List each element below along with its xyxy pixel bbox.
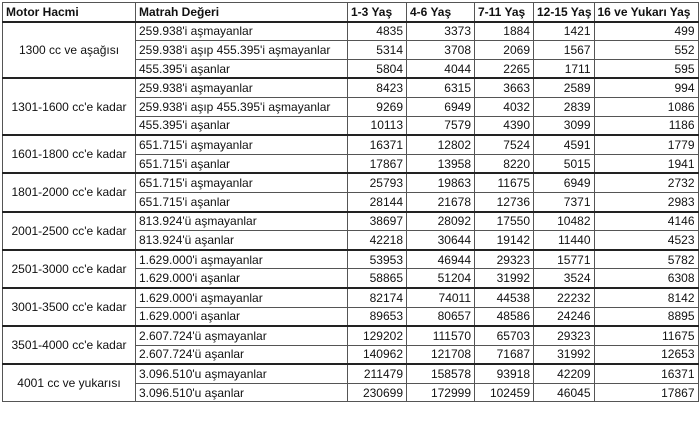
tax-value-cell: 3099 (534, 116, 595, 135)
motor-hacmi-cell: 2001-2500 cc'e kadar (3, 212, 136, 250)
tax-value-cell: 4591 (534, 135, 595, 154)
tax-value-cell: 22232 (534, 288, 595, 307)
tax-value-cell: 11675 (475, 173, 534, 192)
tax-value-cell: 6949 (534, 173, 595, 192)
tax-value-cell: 6315 (407, 78, 475, 97)
tax-value-cell: 31992 (475, 269, 534, 288)
tax-value-cell: 46045 (534, 383, 595, 402)
tax-value-cell: 25793 (348, 173, 407, 192)
tax-value-cell: 4044 (407, 59, 475, 78)
matrah-degeri-cell: 259.938'i aşıp 455.395'i aşmayanlar (136, 41, 348, 60)
tax-value-cell: 2983 (594, 192, 698, 211)
motor-hacmi-cell: 1601-1800 cc'e kadar (3, 135, 136, 173)
motor-hacmi-cell: 1301-1600 cc'e kadar (3, 78, 136, 135)
tax-value-cell: 1421 (534, 22, 595, 41)
tax-value-cell: 4835 (348, 22, 407, 41)
table-row (3, 288, 699, 307)
table-row (3, 135, 699, 154)
tax-value-cell: 12736 (475, 192, 534, 211)
tax-value-cell: 6949 (407, 97, 475, 116)
table-row (3, 212, 699, 231)
header-matrah-degeri: Matrah Değeri (136, 3, 348, 22)
tax-value-cell: 93918 (475, 364, 534, 383)
tax-value-cell: 5782 (594, 250, 698, 269)
tax-value-cell: 2839 (534, 97, 595, 116)
tax-value-cell: 80657 (407, 307, 475, 326)
tax-value-cell: 2069 (475, 41, 534, 60)
tax-value-cell: 53953 (348, 250, 407, 269)
tax-value-cell: 19142 (475, 231, 534, 250)
matrah-degeri-cell: 3.096.510'u aşanlar (136, 383, 348, 402)
tax-value-cell: 10113 (348, 116, 407, 135)
motor-hacmi-cell: 3501-4000 cc'e kadar (3, 326, 136, 364)
tax-value-cell: 51204 (407, 269, 475, 288)
matrah-degeri-cell: 813.924'ü aşmayanlar (136, 212, 348, 231)
matrah-degeri-cell: 651.715'i aşmayanlar (136, 135, 348, 154)
tax-value-cell: 12802 (407, 135, 475, 154)
tax-value-cell: 994 (594, 78, 698, 97)
tax-value-cell: 2265 (475, 59, 534, 78)
tax-value-cell: 5015 (534, 154, 595, 173)
tax-value-cell: 8895 (594, 307, 698, 326)
tax-value-cell: 7524 (475, 135, 534, 154)
tax-value-cell: 16371 (348, 135, 407, 154)
tax-value-cell: 58865 (348, 269, 407, 288)
table-row (3, 78, 699, 97)
tax-value-cell: 158578 (407, 364, 475, 383)
tax-value-cell: 5314 (348, 41, 407, 60)
tax-value-cell: 9269 (348, 97, 407, 116)
tax-value-cell: 1941 (594, 154, 698, 173)
tax-value-cell: 19863 (407, 173, 475, 192)
tax-value-cell: 499 (594, 22, 698, 41)
tax-value-cell: 48586 (475, 307, 534, 326)
tax-value-cell: 38697 (348, 212, 407, 231)
tax-value-cell: 1567 (534, 41, 595, 60)
matrah-degeri-cell: 651.715'i aşanlar (136, 192, 348, 211)
tax-value-cell: 1711 (534, 59, 595, 78)
matrah-degeri-cell: 455.395'i aşanlar (136, 116, 348, 135)
tax-value-cell: 2589 (534, 78, 595, 97)
table-row (3, 173, 699, 192)
tax-value-cell: 24246 (534, 307, 595, 326)
tax-value-cell: 10482 (534, 212, 595, 231)
tax-value-cell: 31992 (534, 345, 595, 364)
tax-value-cell: 5804 (348, 59, 407, 78)
tax-value-cell: 12653 (594, 345, 698, 364)
header-age-7-11: 7-11 Yaş (475, 3, 534, 22)
tax-value-cell: 28144 (348, 192, 407, 211)
matrah-degeri-cell: 2.607.724'ü aşmayanlar (136, 326, 348, 345)
matrah-degeri-cell: 813.924'ü aşanlar (136, 231, 348, 250)
tax-value-cell: 17867 (348, 154, 407, 173)
tax-value-cell: 3524 (534, 269, 595, 288)
header-row (3, 3, 699, 22)
tax-value-cell: 74011 (407, 288, 475, 307)
header-age-16-plus: 16 ve Yukarı Yaş (594, 3, 698, 22)
header-age-1-3: 1-3 Yaş (348, 3, 407, 22)
tax-value-cell: 3708 (407, 41, 475, 60)
tax-value-cell: 172999 (407, 383, 475, 402)
tax-value-cell: 42218 (348, 231, 407, 250)
tax-value-cell: 552 (594, 41, 698, 60)
tax-value-cell: 8423 (348, 78, 407, 97)
header-age-12-15: 12-15 Yaş (534, 3, 595, 22)
tax-value-cell: 89653 (348, 307, 407, 326)
tax-value-cell: 111570 (407, 326, 475, 345)
tax-value-cell: 8142 (594, 288, 698, 307)
motor-hacmi-cell: 1801-2000 cc'e kadar (3, 173, 136, 211)
table-row (3, 250, 699, 269)
tax-value-cell: 13958 (407, 154, 475, 173)
table-row (3, 364, 699, 383)
motor-hacmi-cell: 1300 cc ve aşağısı (3, 22, 136, 79)
matrah-degeri-cell: 455.395'i aşanlar (136, 59, 348, 78)
tax-value-cell: 42209 (534, 364, 595, 383)
tax-value-cell: 595 (594, 59, 698, 78)
tax-value-cell: 29323 (475, 250, 534, 269)
tax-value-cell: 1186 (594, 116, 698, 135)
header-motor-hacmi: Motor Hacmi (3, 3, 136, 22)
tax-value-cell: 4032 (475, 97, 534, 116)
tax-value-cell: 129202 (348, 326, 407, 345)
matrah-degeri-cell: 1.629.000'i aşmayanlar (136, 288, 348, 307)
tax-value-cell: 3373 (407, 22, 475, 41)
matrah-degeri-cell: 1.629.000'i aşmayanlar (136, 250, 348, 269)
tax-value-cell: 2732 (594, 173, 698, 192)
tax-value-cell: 82174 (348, 288, 407, 307)
tax-value-cell: 4523 (594, 231, 698, 250)
tax-value-cell: 4390 (475, 116, 534, 135)
tax-value-cell: 140962 (348, 345, 407, 364)
matrah-degeri-cell: 2.607.724'ü aşanlar (136, 345, 348, 364)
matrah-degeri-cell: 651.715'i aşmayanlar (136, 173, 348, 192)
tax-value-cell: 44538 (475, 288, 534, 307)
tax-value-cell: 230699 (348, 383, 407, 402)
tax-value-cell: 211479 (348, 364, 407, 383)
motor-hacmi-cell: 4001 cc ve yukarısı (3, 364, 136, 402)
matrah-degeri-cell: 651.715'i aşanlar (136, 154, 348, 173)
matrah-degeri-cell: 3.096.510'u aşmayanlar (136, 364, 348, 383)
tax-value-cell: 1086 (594, 97, 698, 116)
tax-value-cell: 16371 (594, 364, 698, 383)
tax-value-cell: 8220 (475, 154, 534, 173)
tax-value-cell: 15771 (534, 250, 595, 269)
tax-value-cell: 65703 (475, 326, 534, 345)
tax-value-cell: 71687 (475, 345, 534, 364)
tax-table-container (2, 2, 699, 402)
tax-value-cell: 30644 (407, 231, 475, 250)
matrah-degeri-cell: 259.938'i aşmayanlar (136, 22, 348, 41)
tax-value-cell: 6308 (594, 269, 698, 288)
tax-value-cell: 7579 (407, 116, 475, 135)
tax-table (2, 2, 699, 402)
tax-value-cell: 21678 (407, 192, 475, 211)
tax-value-cell: 29323 (534, 326, 595, 345)
tax-value-cell: 17550 (475, 212, 534, 231)
tax-value-cell: 7371 (534, 192, 595, 211)
tax-value-cell: 46944 (407, 250, 475, 269)
table-body (3, 22, 699, 402)
header-age-4-6: 4-6 Yaş (407, 3, 475, 22)
tax-value-cell: 1779 (594, 135, 698, 154)
tax-value-cell: 1884 (475, 22, 534, 41)
matrah-degeri-cell: 259.938'i aşmayanlar (136, 78, 348, 97)
tax-value-cell: 102459 (475, 383, 534, 402)
tax-value-cell: 17867 (594, 383, 698, 402)
tax-value-cell: 4146 (594, 212, 698, 231)
matrah-degeri-cell: 1.629.000'i aşanlar (136, 307, 348, 326)
tax-value-cell: 28092 (407, 212, 475, 231)
tax-value-cell: 121708 (407, 345, 475, 364)
motor-hacmi-cell: 2501-3000 cc'e kadar (3, 250, 136, 288)
tax-value-cell: 11675 (594, 326, 698, 345)
table-row (3, 22, 699, 41)
tax-value-cell: 11440 (534, 231, 595, 250)
tax-value-cell: 3663 (475, 78, 534, 97)
table-row (3, 326, 699, 345)
motor-hacmi-cell: 3001-3500 cc'e kadar (3, 288, 136, 326)
matrah-degeri-cell: 1.629.000'i aşanlar (136, 269, 348, 288)
matrah-degeri-cell: 259.938'i aşıp 455.395'i aşmayanlar (136, 97, 348, 116)
